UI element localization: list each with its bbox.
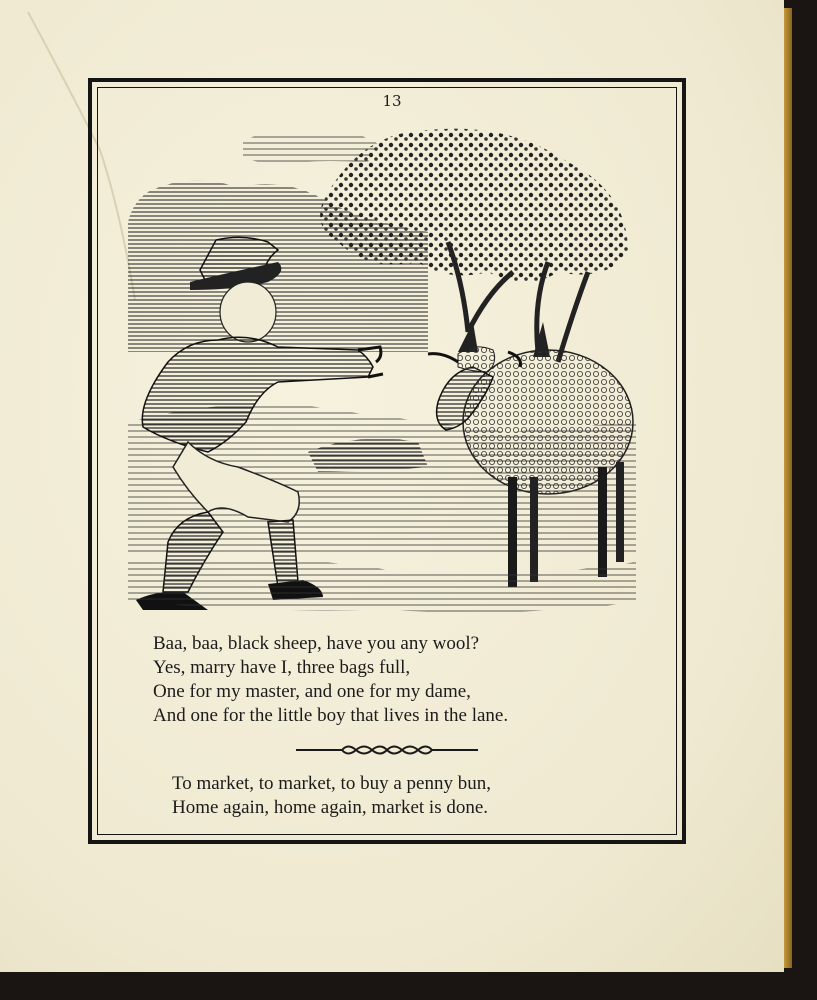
verse-line: And one for the little boy that lives in the lane. <box>153 705 509 726</box>
verse-line: Yes, marry have I, three bags full, <box>153 657 411 678</box>
rhyme-to-market <box>172 772 652 820</box>
verse-line: Baa, baa, black sheep, have you any wool? <box>153 633 480 654</box>
page-number: 13 <box>382 92 402 110</box>
ground <box>128 558 636 612</box>
rhyme-baa-baa-black-sheep <box>153 632 653 728</box>
verse-line: One for my master, and one for my dame, <box>153 681 471 702</box>
decorative-divider <box>296 740 478 760</box>
verse-line: To market, to market, to buy a penny bun, <box>172 773 491 794</box>
book-spine-edge <box>784 8 792 968</box>
boy-and-sheep-illustration <box>128 122 636 622</box>
verse-line: Home again, home again, market is done. <box>172 797 489 818</box>
